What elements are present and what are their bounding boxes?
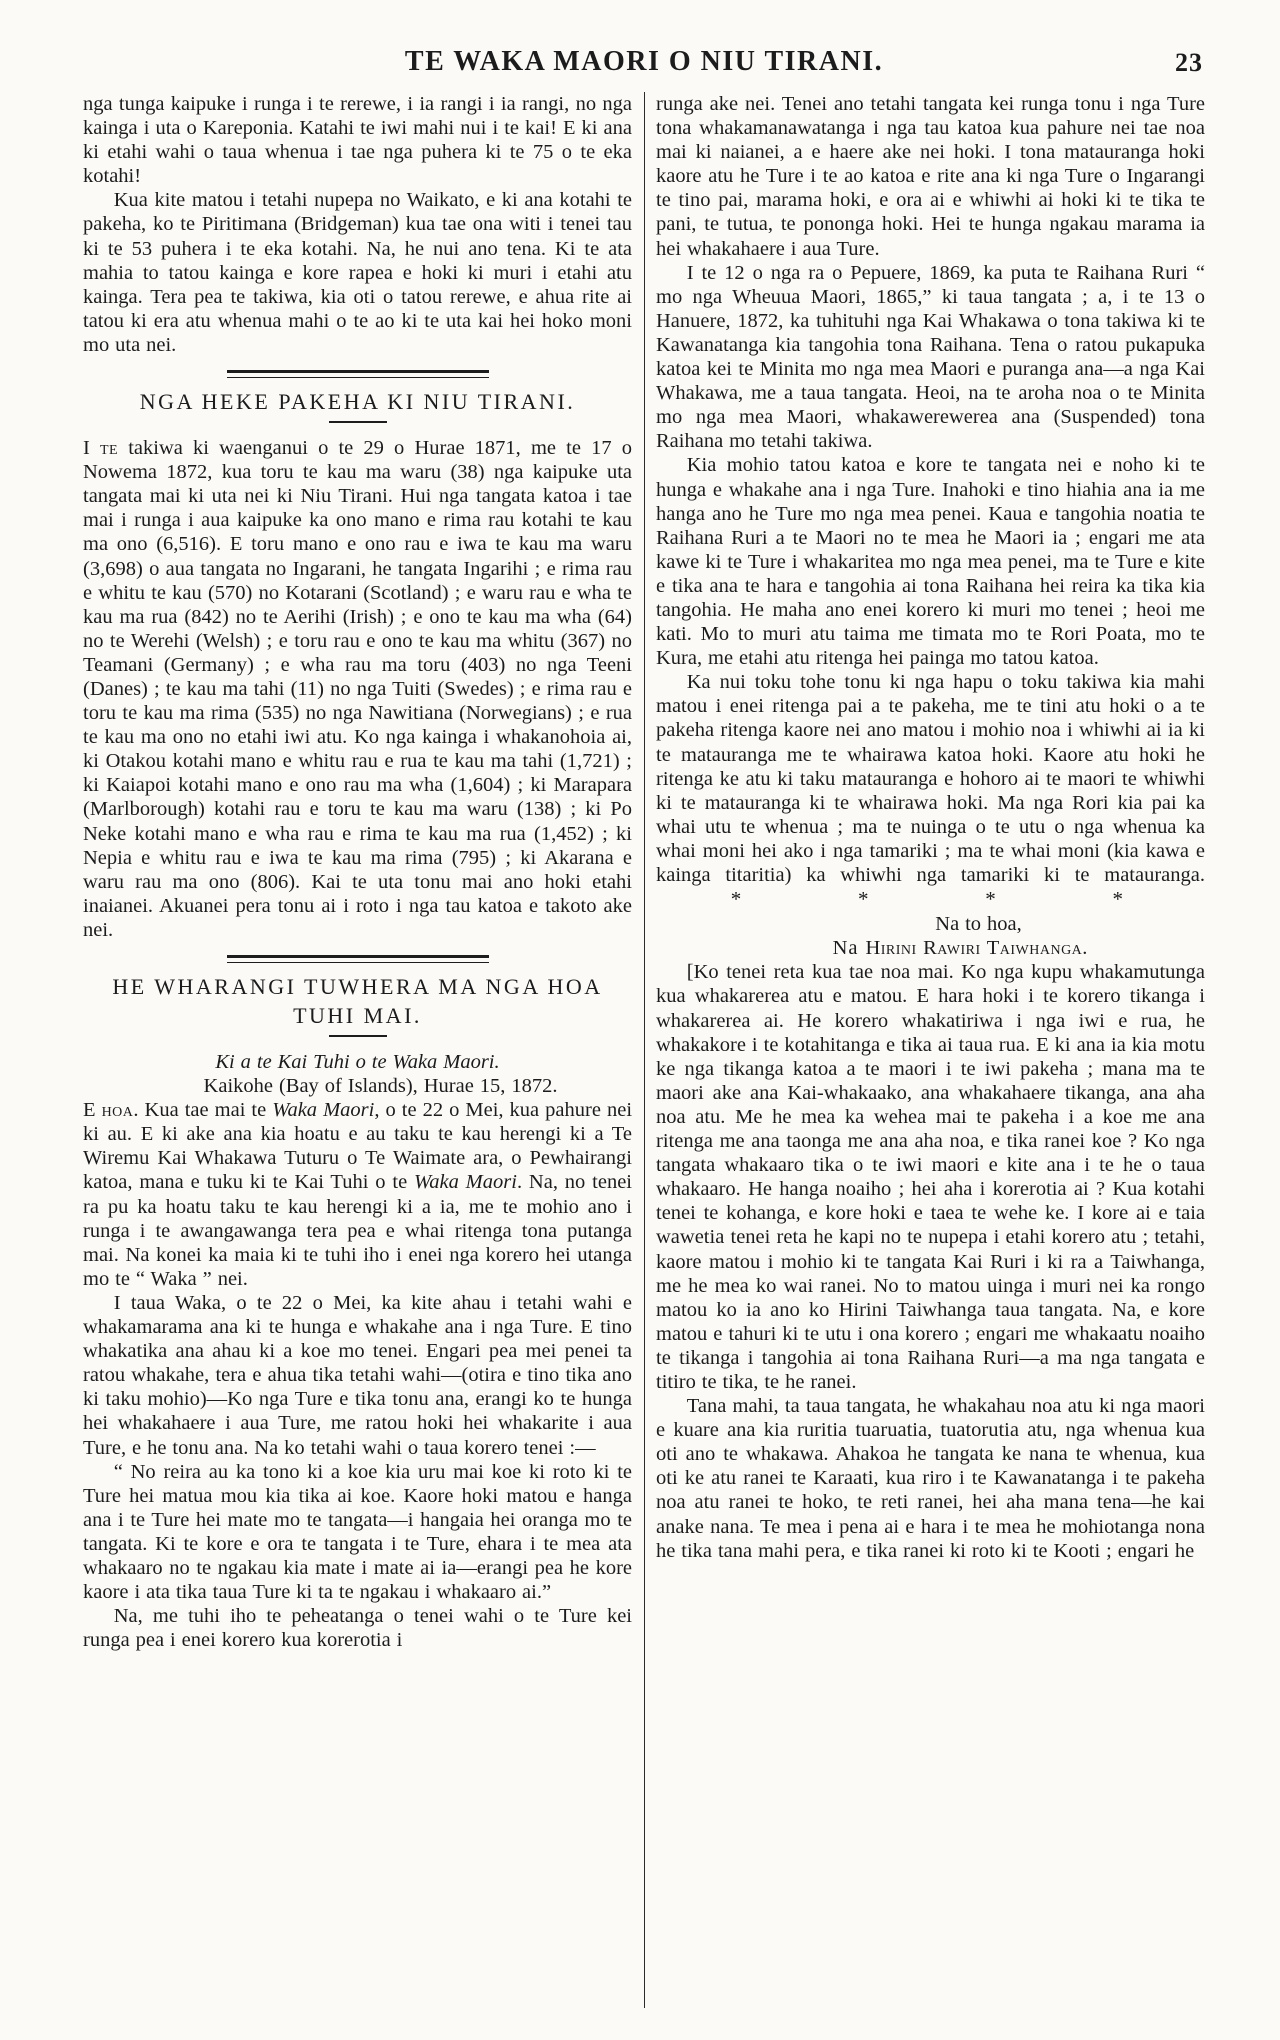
text-columns: [83, 92, 1205, 2008]
section-divider-double-rule: [227, 370, 489, 378]
heading-underline-rule: [329, 421, 387, 423]
section-heading-open-page: HE WHARANGI TUWHERA MA NGA HOA TUHI MAI.: [112, 974, 603, 1028]
letter-salutation: Ki a te Kai Tuhi o te Waka Maori.: [215, 1051, 500, 1073]
paragraph-editor-note-2: Tana mahi, ta taua tangata, he whakahau noa atu ki nga maori e kuare ana kia ruritia tuaruatia, tuatorutia atu, nga whenua kua oti ano te whakawa. Ahakoa he tangata ke nana te whenua, kua oti ke atu ranei te Karaati, kua riro i te Kawanatanga i te pakeha noa atu ranei te hoko, te reti ranei, hei aha mana tena—he kai anake nana. Te mea i pena ai e hara i te mea he mohiotanga nona he tika tana mahi pera, e tika ranei ki roto ki te Kooti ; engari he: [656, 1395, 1205, 1562]
masthead: [83, 46, 1205, 86]
paragraph-continuation: runga ake nei. Tenei ano tetahi tangata kei runga tonu i nga Ture tona whakamanawatanga i nga tau katoa kua pahure nei tae noa mai ki naianei, a e haere ake nei hoki. I tona matauranga hoki kaore atu he Ture i te ao katoa e rite ana ki nga Ture o Ingarangi te tino pai, marama hoki, e ora ai e whiwhi ai hoki ki te tika te pani, te tutua, te pononga hoki. Hei te hunga ngakau marama ia hei whakahaere i aua Ture.: [656, 93, 1205, 260]
page-number: 23: [1175, 48, 1203, 77]
paragraph-waka-critique: I taua Waka, o te 22 o Mei, ka kite ahau i tetahi wahi e whakamarama ana ki te hunga e whakahe ana i nga Ture. E tino whakatika ana ahau ki a koe mo tenei. Engari pea mei penei ta ratou whakahe, tera e ahua tika tetahi wahi—(otira e tino tika ano ki taku mohio)—Ko nga Ture e tika tonu ana, erangi ko te hunga hei whakahaere i aua Ture, me ratou hoki hei whakarite i aua Ture, e he tonu ana. Na ko tetahi wahi o taua korero tenei :—: [83, 1291, 632, 1459]
paragraph-closing: Na, me tuhi iho te peheatanga o tenei wahi o te Ture kei runga pea i enei korero kua korerotia i: [83, 1605, 632, 1652]
paragraph-license: I te 12 o nga ra o Pepuere, 1869, ka puta te Raihana Ruri “ mo nga Wheuua Maori, 1865,” ki taua tangata ; a, i te 13 o Hanuere, 1872, ka tuhituhi nga Kai Whakawa o tona takiwa ki te Kawanatanga kia tangohia tona Raihana. Tena o ratou pukapuka katoa kei te Minita mo nga mea Maori e puranga ana—a nga Kai Whakawa, me a taua tangata. Heoi, na te aroha noa o te Minita mo nga mea Maori, whakawerewerea ana (Suspended) tona Raihana mo tetahi takiwa.: [656, 261, 1205, 453]
paragraph-advice: Kia mohio tatou katoa e kore te tangata nei e noho ki te hunga e whakahe ana i nga Ture. Inahoki e tino hiahia ana ia me hanga ano he Ture mo nga mea penei. Kaua e tangohia noatia te Raihana Ruri a te Maori no te mea he Maori ia ; engari me ata kawe ki te Ture i whakaritea mo nga mea penei, ma te Ture e kite e tika ana te hara e tangohia ai tona Raihana hei reira ka tika kia tangohia. He maha ano enei korero ki muri mo tenei ; heoi me kati. Mo to muri atu taima me timata mo te Rori Poata, mo te Kura, me etahi atu ritenga hei painga mo tatou katoa.: [656, 454, 1205, 670]
right-column: [656, 92, 1205, 2008]
left-column: [83, 92, 632, 2008]
paragraph-quote: “ No reira au ka tono ki a koe kia uru mai koe ki roto ki te Ture hei matua mou kia tika ai koe. Kaore hoki matou e hanga ana i te Ture hei mate mo te tangata—i hangaia hei oranga mo te tangata. Ki te kore e ora te tangata i te Ture, ehara i te mea ata whakaaro no te ngakau kia mate i mate ai ia—erangi pea he kore kaore i ata tika taua Ture ki ta te ngakau i whakaaro ai.”: [83, 1460, 632, 1604]
section-heading-immigration: NGA HEKE PAKEHA KI NIU TIRANI.: [139, 389, 576, 415]
heading-underline-rule: [329, 1035, 387, 1037]
column-divider-rule: [644, 92, 645, 2008]
section-divider-double-rule: [227, 955, 489, 963]
letter-signature: Na Hirini Rawiri Taiwhanga.: [832, 937, 1089, 960]
paragraph-waikato: Kua kite matou i tetahi nupepa no Waikato, e ki ana kotahi te pakeha, ko te Piritimana (Bridgeman) kua tae ona witi i tenei tau ki te 53 puhera i te eka kotahi. Na, he nui ano tena. Ki te ata mahia to tatou kainga e kore rapea e hoki ki muri i etahi atu kainga. Tera pea te takiwa, kia oti o tatou rerewe, e ahua rite ai tatou ki era atu whenua mahi o te ao ki te uta kai hei hoko moni mo uta nei.: [83, 189, 632, 356]
paragraph-immigration-statistics: I te takiwa ki waenganui o te 29 o Hurae 1871, me te 17 o Nowema 1872, kua toru te kau ma waru (38) nga kaipuke uta tangata mai ki uta nei ki Niu Tirani. Hui nga tangata katoa i tae mai i runga i aua kaipuke ka ono mano e rima rau kotahi te kau ma ono (6,516). E toru mano e ono rau e iwa te kau ma waru (3,698) o aua tangata no Ingarani, he tangata Ingarihi ; e rima rau e whitu te kau (570) no Kotarani (Scotland) ; e waru rau e wha te kau ma rua (842) no te Aerihi (Irish) ; e ono te kau ma wha (64) no te Werehi (Welsh) ; e toru rau e ono te kau ma whitu (367) no Teamani (Germany) ; e wha rau ma toru (403) no nga Teeni (Danes) ; te kau ma tahi (11) no nga Tuiti (Swedes) ; e rima rau e toru te kau ma rima (535) no nga Nawitiana (Norwegians) ; e rua te kau ma ono no etahi iwi atu. Ko nga kainga i whakanohoia ai, ki Otakou kotahi mano e whitu rau e rua te kau ma tahi (1,721) ; ki Kaiapoi kotahi mano e ono rau ma wha (1,604) ; ki Marapara (Marlborough) kotahi rau e toru te kau ma waru (138) ; ki Po Neke kotahi mano e wha rau e rima te kau ma rua (1,452) ; ki Nepia e whitu rau e iwa te kau ma rima (795) ; ki Akarana e waru rau ma ono (806). Kai te uta tonu mai ano hoki etahi inaianei. Akuanei pera tonu ai i roto i nga tau katoa e takoto ake nei.: [83, 437, 632, 941]
newspaper-title: TE WAKA MAORI O NIU TIRANI.: [404, 46, 884, 77]
paragraph-continuation: nga tunga kaipuke i runga i te rerewe, i ia rangi i ia rangi, no nga kainga i uta o Kareponia. Katahi te iwi mahi nui i te kai! E ki ana ki etahi wahi o taua whenua i tae nga puhera ki te 75 o te eka kotahi!: [83, 93, 632, 188]
letter-dateline: Kaikohe (Bay of Islands), Hurae 15, 1872.: [203, 1075, 558, 1098]
letter-closing-salutation: Na to hoa,: [935, 913, 1022, 936]
paragraph-letter-opening: E hoa. Kua tae mai te Waka Maori, o te 22 o Mei, kua pahure nei ki au. E ki ake ana kia hoatu e au taku te kau herengi ki a Te Wiremu Kai Whakawa Tuturu o Te Waimate ara, o Pewhairangi katoa, mana e tuku ki te Kai Tuhi o te Waka Maori. Na, no tenei ra pu ka hoatu taku te kau herengi ki a ia, me te mohio ano i runga i te awangawanga tera pea e whai ritenga tona putanga mai. Na konei ka maia ki te tuhi iho i enei nga korero hei utanga mo te “ Waka ” nei.: [83, 1099, 632, 1290]
paragraph-editor-note: [Ko tenei reta kua tae noa mai. Ko nga kupu whakamutunga kua whakarerea atu e matou. E hara hoki i te korero tikanga i whakarerea ai. He korero whakatiriwa i nga iwi e rua, he whakakore i te kotahitanga e tika ai taua rua. E ki ana ia kia motu ke nga tikanga katoa a te maori i te iwi pakeha ; mana ma te maori ake ana Kai-whakaako, ana whakahaere tikanga, ana aha noa atu. Me he mea ka wehea mai te pakeha i a koe me ana ritenga me ana taonga me ana aha noa, e tika ranei koe ? Ko nga tangata whakaaro tika o te iwi maori e kite ana i te he o taua whakaaro. He hanga noaiho ; hei aha i korerotia ai ? Kua kotahi tenei te kohanga, e kore hoki e taea te wehe ke. I kore ai e taia wawetia tenei reta he kapi no te nupepa i etahi korero atu ; tetahi, kaore matou i mohio ki te tangata Kai Ruri i ki ra a Taiwhanga, me he mea ko wai ranei. No to matou uinga i muri nei ka rongo matou ko ia ano ko Hirini Taiwhanga taua tangata. Na, e kore matou e tahuri ki te utu i ona korero ; engari me whakaatu noaiho te tikanga i tangohia ai tona Raihana Ruri—a ma nga tangata e titiro te tika, te he ranei.: [656, 961, 1205, 1393]
paragraph-education: Ka nui toku tohe tonu ki nga hapu o toku takiwa kia mahi matou i enei ritenga pai a te pakeha, me te tini atu hoki o a te pakeha ritenga kaore nei ano matou i mohio noa i whiwhi ai ia ki te matauranga me te whairawa katoa hoki. Kaore atu hoki he ritenga ke atu ki taku matauranga e hohoro ai te maori te whiwhi ki te matauranga ki te whairawa hoki. Ma nga Rori kia pai ka whai utu te whenua ; ma te nuinga o te utu o nga whenua ka whai moni hei ako i nga tamariki ; ma te whai moni (kia kawa e kainga titaritia) ka whiwhi nga tamariki ki te matauranga.* * * *: [656, 671, 1205, 912]
